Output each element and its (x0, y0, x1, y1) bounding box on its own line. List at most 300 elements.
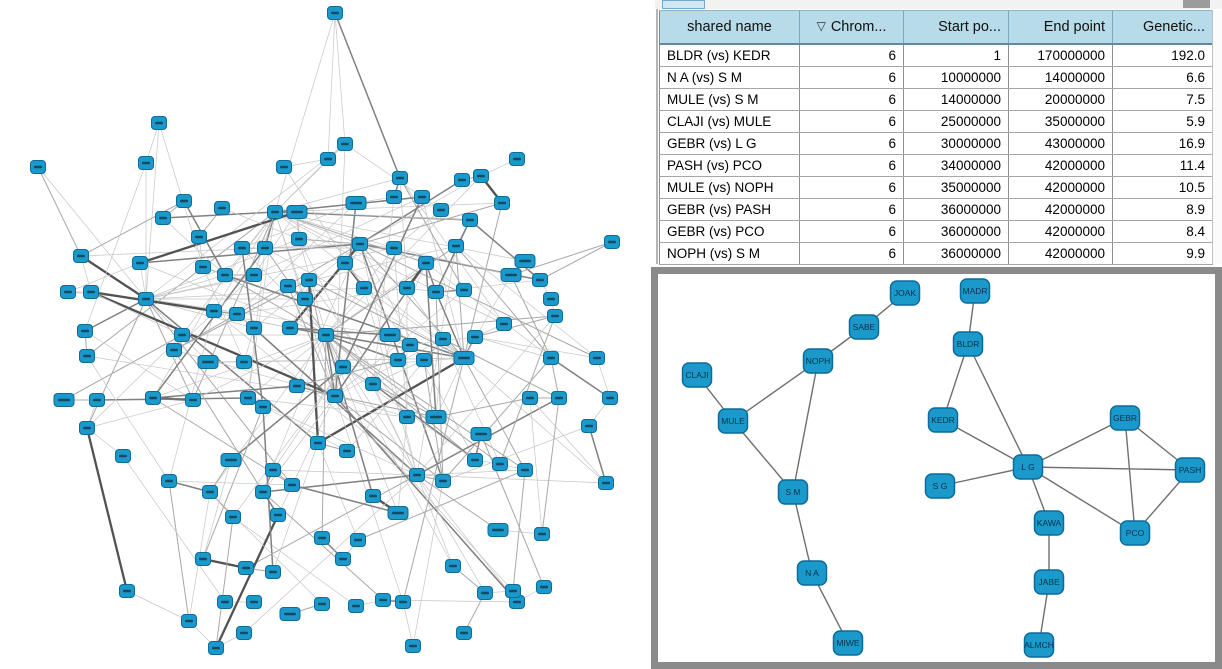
node-microlabel (585, 425, 593, 427)
network-node[interactable] (455, 174, 470, 187)
node-microlabel (242, 567, 250, 569)
network-node[interactable] (315, 532, 330, 545)
network-node[interactable] (196, 261, 211, 274)
network-node[interactable] (495, 197, 510, 210)
network-node[interactable] (120, 585, 135, 598)
network-node[interactable] (218, 269, 233, 282)
network-node[interactable] (321, 153, 336, 166)
network-edge-BLDR-L G (968, 344, 1028, 467)
node-microlabel (229, 516, 237, 518)
network-node-MULE[interactable] (719, 409, 748, 433)
network-node[interactable] (241, 392, 256, 405)
network-node[interactable] (468, 331, 483, 344)
node-label: KEDR (931, 415, 955, 425)
node-microlabel (159, 217, 167, 219)
network-node[interactable] (493, 458, 508, 471)
network-node[interactable] (218, 596, 233, 609)
node-microlabel (403, 287, 411, 289)
network-edge (87, 299, 146, 428)
node-microlabel (136, 262, 144, 264)
network-node[interactable] (256, 401, 271, 414)
table-cell: 10000000 (904, 67, 1009, 89)
node-label: MULE (721, 416, 745, 426)
network-edge (436, 280, 540, 292)
network-node[interactable] (221, 454, 241, 467)
node-microlabel (392, 512, 404, 514)
table-cell: 42000000 (1009, 199, 1113, 221)
network-node[interactable] (510, 153, 525, 166)
network-node[interactable] (247, 322, 262, 335)
table-cell: MULE (vs) S M (660, 89, 800, 111)
network-node[interactable] (400, 411, 415, 424)
network-node[interactable] (353, 238, 368, 251)
network-node[interactable] (237, 627, 252, 640)
node-microlabel (284, 285, 292, 287)
network-node[interactable] (139, 293, 154, 306)
network-node[interactable] (152, 117, 167, 130)
network-node[interactable] (410, 469, 425, 482)
network-node[interactable] (605, 236, 620, 249)
node-microlabel (83, 427, 91, 429)
node-label: PCO (1125, 528, 1145, 538)
node-microlabel (202, 361, 214, 363)
column-header-3[interactable]: End point (1009, 11, 1113, 45)
node-microlabel (430, 416, 442, 418)
network-node[interactable] (393, 172, 408, 185)
network-node[interactable] (436, 333, 451, 346)
network-node[interactable] (449, 240, 464, 253)
network-node[interactable] (366, 490, 381, 503)
network-node[interactable] (328, 390, 343, 403)
network-node[interactable] (380, 329, 400, 342)
network-node-KEDR[interactable] (929, 408, 958, 432)
network-node-PASH[interactable] (1176, 458, 1205, 482)
node-label: NOPH (805, 356, 831, 366)
node-microlabel (390, 196, 398, 198)
network-node[interactable] (182, 615, 197, 628)
network-edge (345, 144, 422, 197)
network-node[interactable] (315, 598, 330, 611)
node-microlabel (418, 196, 426, 198)
network-edge (436, 339, 443, 417)
network-node[interactable] (247, 269, 262, 282)
table-row[interactable] (660, 199, 1213, 221)
network-node-MIWE[interactable] (834, 631, 863, 655)
network-node[interactable] (457, 284, 472, 297)
network-node[interactable] (209, 642, 224, 655)
network-node-NOPH[interactable] (804, 349, 833, 373)
network-node[interactable] (258, 242, 273, 255)
node-microlabel (509, 590, 517, 592)
table-cell: GEBR (vs) L G (660, 133, 800, 155)
network-node[interactable] (497, 318, 512, 331)
network-node[interactable] (239, 562, 254, 575)
node-microlabel (403, 416, 411, 418)
network-node[interactable] (376, 594, 391, 607)
node-microlabel (458, 357, 470, 359)
node-label: KAWA (1036, 518, 1062, 528)
node-microlabel (500, 323, 508, 325)
network-node[interactable] (434, 204, 449, 217)
network-node[interactable] (474, 170, 489, 183)
network-node-SABE[interactable] (850, 315, 879, 339)
network-node[interactable] (590, 352, 605, 365)
network-edge (127, 591, 189, 621)
table-cell: GEBR (vs) PCO (660, 221, 800, 243)
network-node[interactable] (281, 280, 296, 293)
network-node-MADR[interactable] (961, 279, 990, 303)
table-cell: 11.4 (1113, 155, 1213, 177)
node-microlabel (422, 262, 430, 264)
table-row[interactable] (660, 243, 1213, 265)
table-row[interactable] (660, 111, 1213, 133)
network-node-JABE[interactable] (1035, 570, 1064, 594)
node-microlabel (555, 397, 563, 399)
network-node[interactable] (544, 352, 559, 365)
node-microlabel (288, 484, 296, 486)
network-node[interactable] (186, 394, 201, 407)
network-node[interactable] (351, 534, 366, 547)
network-node[interactable] (207, 305, 222, 318)
network-node[interactable] (247, 596, 262, 609)
column-header-0[interactable]: shared name (660, 11, 800, 45)
network-node[interactable] (54, 394, 74, 407)
table-cell: 42000000 (1009, 177, 1113, 199)
network-node[interactable] (266, 464, 281, 477)
table-cell: 6 (800, 111, 904, 133)
node-microlabel (593, 357, 601, 359)
table-cell: N A (vs) S M (660, 67, 800, 89)
network-node-N A[interactable] (798, 561, 827, 585)
node-microlabel (286, 327, 294, 329)
network-node[interactable] (156, 212, 171, 225)
node-microlabel (350, 202, 362, 204)
node-microlabel (432, 291, 440, 293)
node-microlabel (271, 211, 279, 213)
network-node-S G[interactable] (926, 474, 955, 498)
network-edge (169, 481, 292, 485)
network-node[interactable] (237, 356, 252, 369)
node-label: S G (932, 481, 948, 491)
network-edge (335, 396, 443, 481)
network-node[interactable] (230, 308, 245, 321)
column-header-1[interactable] (800, 11, 904, 45)
node-microlabel (324, 158, 332, 160)
table-cell: 8.4 (1113, 221, 1213, 243)
network-node[interactable] (167, 344, 182, 357)
detail-network-canvas[interactable] (658, 274, 1215, 662)
table-row[interactable] (660, 177, 1213, 199)
network-node[interactable] (457, 627, 472, 640)
network-node[interactable] (537, 581, 552, 594)
table-cell: 6 (800, 221, 904, 243)
table-cell: 6 (800, 133, 904, 155)
network-node[interactable] (192, 231, 207, 244)
network-node-PCO[interactable] (1121, 521, 1150, 545)
network-node[interactable] (61, 286, 76, 299)
node-microlabel (218, 207, 226, 209)
table-cell: 192.0 (1113, 44, 1213, 67)
network-node[interactable] (146, 392, 161, 405)
node-microlabel (513, 601, 521, 603)
network-node[interactable] (406, 640, 421, 653)
network-node[interactable] (419, 257, 434, 270)
network-node[interactable] (468, 454, 483, 467)
network-node[interactable] (436, 475, 451, 488)
network-node[interactable] (302, 274, 317, 287)
node-microlabel (384, 334, 396, 336)
node-microlabel (608, 241, 616, 243)
node-microlabel (195, 236, 203, 238)
node-microlabel (165, 480, 173, 482)
network-node[interactable] (396, 596, 411, 609)
network-node[interactable] (506, 585, 521, 598)
network-node[interactable] (133, 257, 148, 270)
network-edge (481, 434, 544, 587)
node-microlabel (331, 395, 339, 397)
network-node-BLDR[interactable] (954, 332, 983, 356)
table-cell: 30000000 (904, 133, 1009, 155)
network-node[interactable] (290, 380, 305, 393)
network-node[interactable] (349, 600, 364, 613)
network-node[interactable] (582, 420, 597, 433)
network-node-CLAJI[interactable] (683, 363, 712, 387)
table-row[interactable] (660, 89, 1213, 111)
network-node[interactable] (256, 486, 271, 499)
network-node[interactable] (162, 475, 177, 488)
network-node[interactable] (446, 560, 461, 573)
node-microlabel (481, 592, 489, 594)
filter-funnel-icon[interactable]: ▽ (816, 19, 826, 33)
network-node-KAWA[interactable] (1035, 511, 1064, 535)
node-microlabel (81, 330, 89, 332)
network-node[interactable] (80, 350, 95, 363)
network-node[interactable] (328, 7, 343, 20)
node-label: MADR (962, 286, 988, 296)
node-microlabel (339, 558, 347, 560)
table-cell: NOPH (vs) S M (660, 243, 800, 265)
network-node[interactable] (366, 378, 381, 391)
network-edge (540, 242, 612, 280)
network-node-L G[interactable] (1014, 455, 1043, 479)
network-node[interactable] (599, 477, 614, 490)
node-microlabel (274, 514, 282, 516)
table-cell: 36000000 (904, 199, 1009, 221)
node-microlabel (259, 406, 267, 408)
node-microlabel (34, 166, 42, 168)
network-node[interactable] (215, 202, 230, 215)
network-node[interactable] (400, 282, 415, 295)
network-node[interactable] (603, 392, 618, 405)
table-row[interactable] (660, 44, 1213, 67)
table-cell: 35000000 (1009, 111, 1113, 133)
node-microlabel (439, 480, 447, 482)
network-node[interactable] (515, 255, 535, 268)
table-cell: MULE (vs) NOPH (660, 177, 800, 199)
network-node[interactable] (78, 325, 93, 338)
column-tab-stub[interactable] (662, 0, 705, 9)
network-node-GEBR[interactable] (1111, 406, 1140, 430)
node-microlabel (93, 399, 101, 401)
column-header-4[interactable]: Genetic... (1113, 11, 1213, 45)
table-cell: 42000000 (1009, 221, 1113, 243)
node-label: JOAK (893, 288, 917, 298)
network-node[interactable] (196, 553, 211, 566)
node-microlabel (394, 359, 402, 361)
network-node[interactable] (235, 242, 250, 255)
network-node[interactable] (535, 528, 550, 541)
network-node[interactable] (226, 511, 241, 524)
table-cell: 42000000 (1009, 155, 1113, 177)
panel-divider (656, 9, 658, 264)
table-cell: 20000000 (1009, 89, 1113, 111)
network-node[interactable] (463, 214, 478, 227)
network-node[interactable] (417, 354, 432, 367)
network-node[interactable] (74, 250, 89, 263)
table-cell: 35000000 (904, 177, 1009, 199)
node-microlabel (221, 274, 229, 276)
node-microlabel (526, 397, 534, 399)
network-node[interactable] (388, 507, 408, 520)
network-node[interactable] (266, 566, 281, 579)
network-node[interactable] (533, 274, 548, 287)
network-node[interactable] (426, 411, 446, 424)
node-microlabel (360, 287, 368, 289)
network-node[interactable] (387, 242, 402, 255)
column-header-label: Chrom... (830, 19, 887, 35)
node-microlabel (142, 162, 150, 164)
network-edge (146, 123, 159, 299)
table-row[interactable] (660, 67, 1213, 89)
node-microlabel (339, 366, 347, 368)
network-node[interactable] (80, 422, 95, 435)
network-node[interactable] (336, 553, 351, 566)
network-node-JOAK[interactable] (891, 281, 920, 305)
network-edge (413, 481, 443, 646)
network-node[interactable] (203, 486, 218, 499)
network-node[interactable] (198, 356, 218, 369)
node-microlabel (142, 298, 150, 300)
node-microlabel (354, 539, 362, 541)
node-microlabel (250, 274, 258, 276)
network-node[interactable] (454, 352, 474, 365)
node-microlabel (64, 291, 72, 293)
network-node[interactable] (501, 269, 521, 282)
network-node[interactable] (523, 392, 538, 405)
network-edge-GEBR-PCO (1125, 418, 1135, 533)
network-node[interactable] (403, 339, 418, 352)
node-microlabel (471, 459, 479, 461)
network-node[interactable] (338, 138, 353, 151)
network-edge (443, 426, 589, 481)
node-microlabel (221, 601, 229, 603)
network-node[interactable] (319, 329, 334, 342)
table-vertical-scrollbar[interactable] (1212, 10, 1222, 264)
column-header-2[interactable]: Start po... (904, 11, 1009, 45)
network-node[interactable] (548, 310, 563, 323)
table-cell: 9.9 (1113, 243, 1213, 265)
network-node[interactable] (357, 282, 372, 295)
node-microlabel (284, 613, 296, 615)
network-node[interactable] (268, 206, 283, 219)
network-node-ALMCH[interactable] (1024, 633, 1054, 657)
node-microlabel (233, 313, 241, 315)
network-node[interactable] (175, 329, 190, 342)
network-node[interactable] (415, 191, 430, 204)
table-row[interactable] (660, 133, 1213, 155)
network-node[interactable] (346, 197, 366, 210)
network-node[interactable] (292, 233, 307, 246)
scrollbar-thumb[interactable] (1183, 0, 1210, 8)
network-node[interactable] (285, 479, 300, 492)
table-header-row (660, 11, 1213, 45)
node-microlabel (498, 202, 506, 204)
table-scrollbar-track[interactable] (655, 0, 1222, 9)
node-microlabel (406, 344, 414, 346)
network-node[interactable] (31, 161, 46, 174)
node-microlabel (77, 255, 85, 257)
network-node-S M[interactable] (779, 480, 808, 504)
table-cell: 8.9 (1113, 199, 1213, 221)
network-edge (436, 398, 530, 417)
network-node[interactable] (429, 286, 444, 299)
network-node[interactable] (338, 257, 353, 270)
network-node[interactable] (488, 524, 508, 537)
network-edge (81, 201, 184, 256)
node-microlabel (155, 122, 163, 124)
node-microlabel (379, 599, 387, 601)
network-edge (400, 178, 464, 290)
network-node[interactable] (471, 428, 491, 441)
network-node[interactable] (116, 450, 131, 463)
node-microlabel (439, 338, 447, 340)
edge-attribute-table[interactable] (659, 10, 1213, 265)
table-row[interactable] (660, 155, 1213, 177)
network-node[interactable] (283, 322, 298, 335)
network-node[interactable] (298, 293, 313, 306)
node-microlabel (356, 243, 364, 245)
network-node[interactable] (518, 464, 533, 477)
network-node[interactable] (336, 361, 351, 374)
node-microlabel (301, 298, 309, 300)
network-node[interactable] (177, 195, 192, 208)
network-node[interactable] (552, 392, 567, 405)
network-edge (169, 481, 189, 621)
node-microlabel (293, 385, 301, 387)
network-node[interactable] (84, 286, 99, 299)
network-node[interactable] (287, 206, 307, 219)
network-node[interactable] (139, 157, 154, 170)
network-node[interactable] (544, 293, 559, 306)
network-node[interactable] (340, 445, 355, 458)
network-node[interactable] (277, 161, 292, 174)
node-microlabel (185, 620, 193, 622)
network-node[interactable] (90, 394, 105, 407)
node-microlabel (199, 558, 207, 560)
network-node[interactable] (387, 191, 402, 204)
table-cell: 36000000 (904, 243, 1009, 265)
network-node[interactable] (311, 437, 326, 450)
table-row[interactable] (660, 221, 1213, 243)
network-node[interactable] (391, 354, 406, 367)
node-label: JABE (1038, 577, 1060, 587)
node-microlabel (87, 291, 95, 293)
network-node[interactable] (478, 587, 493, 600)
table-cell: 6 (800, 199, 904, 221)
network-node[interactable] (280, 608, 300, 621)
node-label: ALMCH (1024, 640, 1054, 650)
network-node[interactable] (271, 509, 286, 522)
